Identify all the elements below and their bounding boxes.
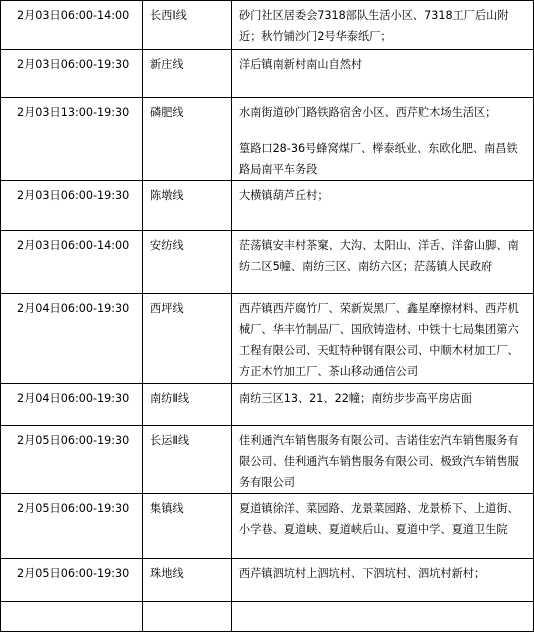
affected-area-cell — [232, 494, 534, 559]
table-row — [1, 98, 534, 181]
table-row — [1, 231, 534, 294]
affected-area-text: 佳利通汽车销售服务有限公司、吉诺佳宏汽车销售服务有限公司、佳利通汽车销售服务有限公司、极致汽车销售服务有限公司 — [239, 434, 519, 489]
line-name-cell: 长西Ⅰ线 — [143, 1, 232, 50]
outage-time-cell: 2月05日06:00-19:30 — [1, 494, 143, 559]
table-row — [1, 1, 534, 50]
affected-area-cell — [232, 1, 534, 50]
outage-time-cell: 2月04日06:00-19:30 — [1, 384, 143, 426]
line-name-cell: 新庄线 — [143, 50, 232, 98]
line-name-cell: 集镇线 — [143, 494, 232, 559]
outage-time-cell: 2月03日13:00-19:30 — [1, 98, 143, 181]
line-name-cell: 西坪线 — [143, 294, 232, 384]
table-row — [1, 294, 534, 384]
line-name-cell: 南纺Ⅱ线 — [143, 384, 232, 426]
line-name-cell: 安纺线 — [143, 231, 232, 294]
line-name-cell — [143, 602, 232, 632]
affected-area-text: 茫荡镇安丰村茶窠、大沟、太阳山、洋舌、洋畲山脚、南纺二区5幢、南纺三区、南纺六区；茫荡镇人民政府 — [239, 239, 519, 273]
affected-area-cell — [232, 294, 534, 384]
line-name-cell: 陈墩线 — [143, 181, 232, 231]
table-row — [1, 50, 534, 98]
affected-area-cell — [232, 98, 534, 181]
line-name-cell: 长运Ⅱ线 — [143, 426, 232, 494]
affected-area-text: 大横镇葫芦丘村； — [239, 189, 329, 202]
affected-area-cell — [232, 559, 534, 602]
affected-area-cell — [232, 426, 534, 494]
table-row — [1, 602, 534, 632]
affected-area-cell — [232, 50, 534, 98]
line-name-cell: 珠地线 — [143, 559, 232, 602]
affected-area-text: 篁路口28-36号蜂窝煤厂、榉泰纸业、东欧化肥、南昌铁路局南平车务段 — [239, 142, 518, 176]
affected-area-text: 夏道镇徐洋、菜园路、龙景菜园路、龙景桥下、上道街、小学巷、夏道峡、夏道峡后山、夏道中学、夏道卫生院 — [239, 502, 519, 536]
affected-area-cell — [232, 384, 534, 426]
table-body — [1, 1, 534, 632]
outage-time-cell: 2月05日06:00-19:30 — [1, 559, 143, 602]
table-row — [1, 384, 534, 426]
outage-time-cell: 2月05日06:00-19:30 — [1, 426, 143, 494]
affected-area-text: 西芹镇泗坑村上泗坑村、下泗坑村、泗坑村新村； — [239, 567, 486, 580]
outage-time-cell: 2月03日06:00-14:00 — [1, 231, 143, 294]
table-row — [1, 181, 534, 231]
table-row — [1, 426, 534, 494]
outage-time-cell: 2月04日06:00-19:30 — [1, 294, 143, 384]
table-row — [1, 559, 534, 602]
affected-area-cell — [232, 231, 534, 294]
affected-area-cell — [232, 602, 534, 632]
affected-area-text: 西芹镇西芹腐竹厂、荣新炭黑厂、鑫星摩擦材料、西芹机械厂、华丰竹制品厂、国欣铸造材、中铁十七局集团第六工程有限公司、天虹特种钢有限公司、中顺木材加工厂、方正木竹加工厂、茶山移动通信公司 — [239, 302, 519, 378]
line-name-cell: 磷肥线 — [143, 98, 232, 181]
outage-time-cell — [1, 602, 143, 632]
outage-time-cell: 2月03日06:00-19:30 — [1, 181, 143, 231]
affected-area-text: 洋后镇南新村南山自然村 — [239, 58, 363, 71]
affected-area-text: 水南街道砂门路铁路宿舍小区、西芹贮木场生活区； — [239, 106, 497, 119]
table-row — [1, 494, 534, 559]
affected-area-text: 砂门社区居委会7318部队生活小区、7318工厂后山附近；秋竹铺沙门2号华泰纸厂； — [239, 9, 509, 43]
affected-area-cell — [232, 181, 534, 231]
outage-time-cell: 2月03日06:00-14:00 — [1, 1, 143, 50]
outage-time-cell: 2月03日06:00-19:30 — [1, 50, 143, 98]
affected-area-text: 南纺三区13、21、22幢；南纺步步高平房店面 — [239, 392, 472, 405]
